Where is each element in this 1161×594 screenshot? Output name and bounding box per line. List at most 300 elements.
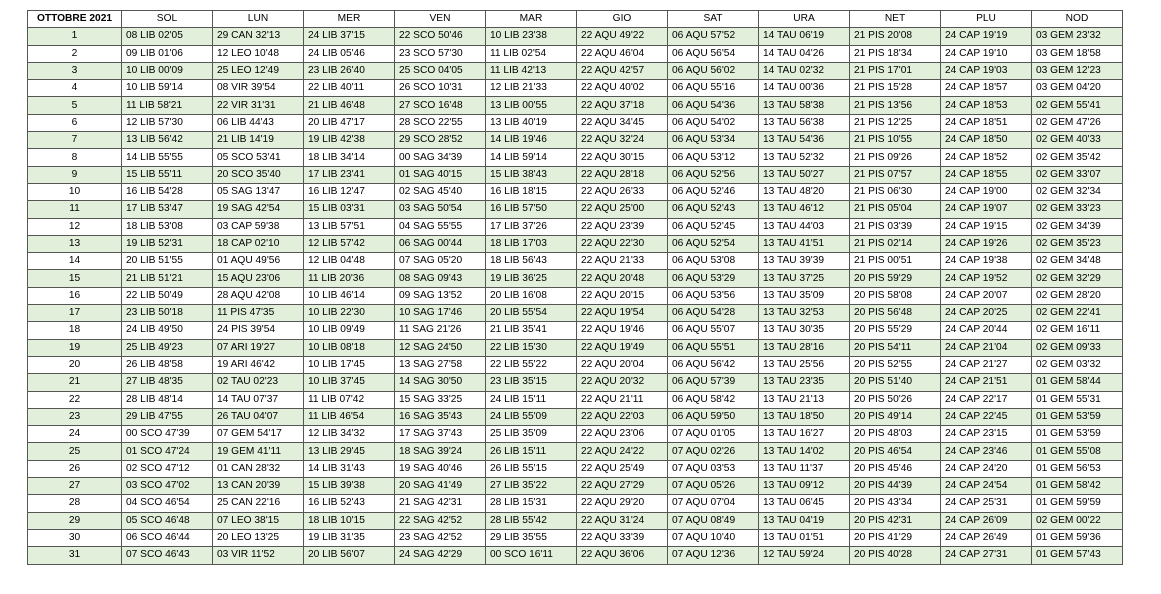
position-cell: 26 SCO 10'31 — [395, 80, 486, 97]
position-cell: 13 LIB 00'55 — [486, 97, 577, 114]
position-cell: 24 LIB 05'46 — [304, 45, 395, 62]
position-cell: 24 CAP 22'17 — [941, 391, 1032, 408]
day-cell: 11 — [28, 201, 122, 218]
position-cell: 03 GEM 18'58 — [1032, 45, 1123, 62]
position-cell: 08 SAG 09'43 — [395, 270, 486, 287]
position-cell: 13 TAU 01'51 — [759, 529, 850, 546]
position-cell: 06 LIB 44'43 — [213, 114, 304, 131]
position-cell: 02 SCO 47'12 — [122, 460, 213, 477]
position-cell: 03 GEM 12'23 — [1032, 62, 1123, 79]
day-cell: 23 — [28, 408, 122, 425]
position-cell: 14 LIB 31'43 — [304, 460, 395, 477]
position-cell: 13 TAU 21'13 — [759, 391, 850, 408]
position-cell: 23 LIB 50'18 — [122, 305, 213, 322]
position-cell: 21 PIS 20'08 — [850, 28, 941, 45]
position-cell: 21 PIS 05'04 — [850, 201, 941, 218]
position-cell: 15 LIB 55'11 — [122, 166, 213, 183]
position-cell: 07 LEO 38'15 — [213, 512, 304, 529]
position-cell: 27 SCO 16'48 — [395, 97, 486, 114]
position-cell: 24 CAP 27'31 — [941, 547, 1032, 564]
position-cell: 14 TAU 04'26 — [759, 45, 850, 62]
position-cell: 07 GEM 54'17 — [213, 426, 304, 443]
position-cell: 06 AQU 55'07 — [668, 322, 759, 339]
position-cell: 18 SAG 39'24 — [395, 443, 486, 460]
position-cell: 06 AQU 56'54 — [668, 45, 759, 62]
position-cell: 02 GEM 28'20 — [1032, 287, 1123, 304]
position-cell: 06 AQU 56'02 — [668, 62, 759, 79]
day-cell: 2 — [28, 45, 122, 62]
position-cell: 01 CAN 28'32 — [213, 460, 304, 477]
position-cell: 25 LEO 12'49 — [213, 62, 304, 79]
position-cell: 20 PIS 52'55 — [850, 356, 941, 373]
position-cell: 01 GEM 55'08 — [1032, 443, 1123, 460]
position-cell: 13 LIB 56'42 — [122, 132, 213, 149]
column-header-net: NET — [850, 11, 941, 28]
column-header-nod: NOD — [1032, 11, 1123, 28]
position-cell: 20 PIS 56'48 — [850, 305, 941, 322]
position-cell: 06 AQU 55'16 — [668, 80, 759, 97]
position-cell: 22 AQU 28'18 — [577, 166, 668, 183]
position-cell: 25 SCO 04'05 — [395, 62, 486, 79]
position-cell: 14 LIB 19'46 — [486, 132, 577, 149]
position-cell: 01 SCO 47'24 — [122, 443, 213, 460]
position-cell: 20 PIS 43'34 — [850, 495, 941, 512]
position-cell: 02 GEM 00'22 — [1032, 512, 1123, 529]
position-cell: 09 SAG 13'52 — [395, 287, 486, 304]
position-cell: 19 LIB 36'25 — [486, 270, 577, 287]
position-cell: 16 LIB 18'15 — [486, 183, 577, 200]
position-cell: 20 PIS 41'29 — [850, 529, 941, 546]
position-cell: 10 LIB 59'14 — [122, 80, 213, 97]
table-row — [28, 408, 1123, 425]
position-cell: 24 CAP 24'54 — [941, 478, 1032, 495]
position-cell: 15 LIB 39'38 — [304, 478, 395, 495]
position-cell: 25 LIB 49'23 — [122, 339, 213, 356]
position-cell: 02 GEM 34'48 — [1032, 253, 1123, 270]
position-cell: 06 AQU 52'54 — [668, 235, 759, 252]
position-cell: 16 LIB 57'50 — [486, 201, 577, 218]
position-cell: 24 CAP 18'52 — [941, 149, 1032, 166]
position-cell: 24 CAP 26'09 — [941, 512, 1032, 529]
table-row — [28, 166, 1123, 183]
position-cell: 07 AQU 03'53 — [668, 460, 759, 477]
position-cell: 02 GEM 22'41 — [1032, 305, 1123, 322]
table-row — [28, 339, 1123, 356]
table-row — [28, 149, 1123, 166]
position-cell: 16 LIB 52'43 — [304, 495, 395, 512]
table-row — [28, 356, 1123, 373]
position-cell: 21 PIS 10'55 — [850, 132, 941, 149]
position-cell: 13 TAU 11'37 — [759, 460, 850, 477]
position-cell: 25 LIB 35'09 — [486, 426, 577, 443]
position-cell: 29 SCO 28'52 — [395, 132, 486, 149]
position-cell: 24 CAP 24'20 — [941, 460, 1032, 477]
position-cell: 22 AQU 22'30 — [577, 235, 668, 252]
position-cell: 22 SAG 42'52 — [395, 512, 486, 529]
position-cell: 22 SCO 50'46 — [395, 28, 486, 45]
day-cell: 31 — [28, 547, 122, 564]
position-cell: 02 GEM 03'32 — [1032, 356, 1123, 373]
position-cell: 03 SCO 47'02 — [122, 478, 213, 495]
position-cell: 00 SCO 47'39 — [122, 426, 213, 443]
position-cell: 16 LIB 54'28 — [122, 183, 213, 200]
position-cell: 07 SCO 46'43 — [122, 547, 213, 564]
position-cell: 22 AQU 20'32 — [577, 374, 668, 391]
day-cell: 17 — [28, 305, 122, 322]
position-cell: 17 LIB 23'41 — [304, 166, 395, 183]
position-cell: 24 CAP 19'07 — [941, 201, 1032, 218]
position-cell: 24 CAP 22'45 — [941, 408, 1032, 425]
column-header-mar: MAR — [486, 11, 577, 28]
position-cell: 22 AQU 29'20 — [577, 495, 668, 512]
position-cell: 21 PIS 07'57 — [850, 166, 941, 183]
position-cell: 01 GEM 58'42 — [1032, 478, 1123, 495]
position-cell: 06 AQU 55'51 — [668, 339, 759, 356]
position-cell: 12 LIB 57'42 — [304, 235, 395, 252]
position-cell: 03 CAP 59'38 — [213, 218, 304, 235]
table-row — [28, 374, 1123, 391]
position-cell: 24 SAG 42'29 — [395, 547, 486, 564]
position-cell: 12 TAU 59'24 — [759, 547, 850, 564]
position-cell: 03 GEM 04'20 — [1032, 80, 1123, 97]
position-cell: 04 SCO 46'54 — [122, 495, 213, 512]
position-cell: 17 SAG 37'43 — [395, 426, 486, 443]
table-row — [28, 253, 1123, 270]
position-cell: 13 TAU 44'03 — [759, 218, 850, 235]
position-cell: 22 AQU 25'00 — [577, 201, 668, 218]
position-cell: 21 PIS 00'51 — [850, 253, 941, 270]
position-cell: 18 CAP 02'10 — [213, 235, 304, 252]
position-cell: 02 GEM 40'33 — [1032, 132, 1123, 149]
position-cell: 22 AQU 34'45 — [577, 114, 668, 131]
position-cell: 22 AQU 22'03 — [577, 408, 668, 425]
column-header-sol: SOL — [122, 11, 213, 28]
position-cell: 03 GEM 23'32 — [1032, 28, 1123, 45]
position-cell: 19 ARI 46'42 — [213, 356, 304, 373]
position-cell: 22 AQU 30'15 — [577, 149, 668, 166]
position-cell: 22 AQU 20'04 — [577, 356, 668, 373]
position-cell: 01 SAG 40'15 — [395, 166, 486, 183]
position-cell: 14 LIB 59'14 — [486, 149, 577, 166]
position-cell: 23 LIB 35'15 — [486, 374, 577, 391]
position-cell: 22 AQU 21'33 — [577, 253, 668, 270]
position-cell: 10 LIB 08'18 — [304, 339, 395, 356]
day-cell: 21 — [28, 374, 122, 391]
position-cell: 24 CAP 26'49 — [941, 529, 1032, 546]
day-cell: 18 — [28, 322, 122, 339]
position-cell: 27 LIB 48'35 — [122, 374, 213, 391]
position-cell: 24 CAP 19'15 — [941, 218, 1032, 235]
position-cell: 13 TAU 37'25 — [759, 270, 850, 287]
position-cell: 06 AQU 57'52 — [668, 28, 759, 45]
position-cell: 24 CAP 21'04 — [941, 339, 1032, 356]
position-cell: 13 TAU 39'39 — [759, 253, 850, 270]
position-cell: 24 CAP 20'07 — [941, 287, 1032, 304]
position-cell: 14 TAU 00'36 — [759, 80, 850, 97]
position-cell: 21 PIS 02'14 — [850, 235, 941, 252]
position-cell: 13 TAU 52'32 — [759, 149, 850, 166]
position-cell: 24 CAP 20'25 — [941, 305, 1032, 322]
position-cell: 13 CAN 20'39 — [213, 478, 304, 495]
table-row — [28, 512, 1123, 529]
position-cell: 02 GEM 34'39 — [1032, 218, 1123, 235]
position-cell: 06 AQU 57'39 — [668, 374, 759, 391]
position-cell: 24 CAP 19'52 — [941, 270, 1032, 287]
position-cell: 24 CAP 20'44 — [941, 322, 1032, 339]
position-cell: 10 SAG 17'46 — [395, 305, 486, 322]
position-cell: 15 LIB 38'43 — [486, 166, 577, 183]
position-cell: 07 AQU 07'04 — [668, 495, 759, 512]
position-cell: 22 AQU 36'06 — [577, 547, 668, 564]
position-cell: 22 AQU 19'49 — [577, 339, 668, 356]
position-cell: 11 PIS 47'35 — [213, 305, 304, 322]
position-cell: 22 AQU 42'57 — [577, 62, 668, 79]
position-cell: 20 PIS 42'31 — [850, 512, 941, 529]
position-cell: 22 LIB 50'49 — [122, 287, 213, 304]
position-cell: 13 TAU 28'16 — [759, 339, 850, 356]
position-cell: 02 GEM 55'41 — [1032, 97, 1123, 114]
position-cell: 12 LEO 10'48 — [213, 45, 304, 62]
column-header-gio: GIO — [577, 11, 668, 28]
table-row — [28, 201, 1123, 218]
position-cell: 17 LIB 37'26 — [486, 218, 577, 235]
position-cell: 13 SAG 27'58 — [395, 356, 486, 373]
table-row — [28, 218, 1123, 235]
day-cell: 16 — [28, 287, 122, 304]
position-cell: 24 CAP 23'46 — [941, 443, 1032, 460]
position-cell: 21 PIS 15'28 — [850, 80, 941, 97]
position-cell: 13 TAU 32'53 — [759, 305, 850, 322]
position-cell: 20 PIS 50'26 — [850, 391, 941, 408]
position-cell: 07 AQU 02'26 — [668, 443, 759, 460]
column-header-lun: LUN — [213, 11, 304, 28]
day-cell: 25 — [28, 443, 122, 460]
position-cell: 24 CAP 19'10 — [941, 45, 1032, 62]
position-cell: 00 SAG 34'39 — [395, 149, 486, 166]
position-cell: 18 LIB 10'15 — [304, 512, 395, 529]
position-cell: 10 LIB 09'49 — [304, 322, 395, 339]
day-cell: 28 — [28, 495, 122, 512]
position-cell: 13 TAU 06'45 — [759, 495, 850, 512]
position-cell: 13 TAU 58'38 — [759, 97, 850, 114]
position-cell: 02 GEM 16'11 — [1032, 322, 1123, 339]
position-cell: 19 SAG 42'54 — [213, 201, 304, 218]
table-row — [28, 97, 1123, 114]
position-cell: 06 AQU 53'08 — [668, 253, 759, 270]
position-cell: 29 LIB 35'55 — [486, 529, 577, 546]
position-cell: 02 GEM 33'07 — [1032, 166, 1123, 183]
position-cell: 15 LIB 03'31 — [304, 201, 395, 218]
position-cell: 03 SAG 50'54 — [395, 201, 486, 218]
table-row — [28, 183, 1123, 200]
position-cell: 07 AQU 01'05 — [668, 426, 759, 443]
table-row — [28, 235, 1123, 252]
position-cell: 20 LEO 13'25 — [213, 529, 304, 546]
position-cell: 13 TAU 41'51 — [759, 235, 850, 252]
position-cell: 13 LIB 57'51 — [304, 218, 395, 235]
position-cell: 20 PIS 49'14 — [850, 408, 941, 425]
position-cell: 02 GEM 35'23 — [1032, 235, 1123, 252]
position-cell: 22 AQU 37'18 — [577, 97, 668, 114]
table-row — [28, 391, 1123, 408]
position-cell: 22 AQU 24'22 — [577, 443, 668, 460]
position-cell: 19 LIB 52'31 — [122, 235, 213, 252]
position-cell: 12 LIB 21'33 — [486, 80, 577, 97]
position-cell: 22 AQU 21'11 — [577, 391, 668, 408]
position-cell: 20 PIS 55'29 — [850, 322, 941, 339]
position-cell: 06 SCO 46'44 — [122, 529, 213, 546]
position-cell: 13 TAU 30'35 — [759, 322, 850, 339]
day-cell: 3 — [28, 62, 122, 79]
position-cell: 24 LIB 49'50 — [122, 322, 213, 339]
position-cell: 24 CAP 19'26 — [941, 235, 1032, 252]
position-cell: 19 LIB 42'38 — [304, 132, 395, 149]
position-cell: 21 LIB 35'41 — [486, 322, 577, 339]
position-cell: 26 LIB 48'58 — [122, 356, 213, 373]
position-cell: 26 LIB 15'11 — [486, 443, 577, 460]
table-row — [28, 132, 1123, 149]
position-cell: 19 GEM 41'11 — [213, 443, 304, 460]
position-cell: 20 PIS 48'03 — [850, 426, 941, 443]
position-cell: 13 TAU 23'35 — [759, 374, 850, 391]
position-cell: 22 AQU 32'24 — [577, 132, 668, 149]
day-cell: 8 — [28, 149, 122, 166]
position-cell: 14 TAU 07'37 — [213, 391, 304, 408]
position-cell: 13 TAU 56'38 — [759, 114, 850, 131]
day-cell: 27 — [28, 478, 122, 495]
position-cell: 26 TAU 04'07 — [213, 408, 304, 425]
position-cell: 24 LIB 55'09 — [486, 408, 577, 425]
position-cell: 02 GEM 47'26 — [1032, 114, 1123, 131]
table-row — [28, 305, 1123, 322]
position-cell: 22 AQU 26'33 — [577, 183, 668, 200]
day-cell: 29 — [28, 512, 122, 529]
day-cell: 24 — [28, 426, 122, 443]
day-cell: 19 — [28, 339, 122, 356]
position-cell: 28 SCO 22'55 — [395, 114, 486, 131]
position-cell: 20 PIS 40'28 — [850, 547, 941, 564]
position-cell: 21 PIS 18'34 — [850, 45, 941, 62]
position-cell: 11 LIB 20'36 — [304, 270, 395, 287]
position-cell: 07 AQU 12'36 — [668, 547, 759, 564]
position-cell: 07 AQU 05'26 — [668, 478, 759, 495]
day-cell: 13 — [28, 235, 122, 252]
position-cell: 06 AQU 54'28 — [668, 305, 759, 322]
position-cell: 22 AQU 25'49 — [577, 460, 668, 477]
position-cell: 21 PIS 06'30 — [850, 183, 941, 200]
day-cell: 12 — [28, 218, 122, 235]
position-cell: 07 SAG 05'20 — [395, 253, 486, 270]
position-cell: 21 PIS 13'56 — [850, 97, 941, 114]
position-cell: 10 LIB 46'14 — [304, 287, 395, 304]
position-cell: 25 CAN 22'16 — [213, 495, 304, 512]
position-cell: 01 GEM 58'44 — [1032, 374, 1123, 391]
position-cell: 16 SAG 35'43 — [395, 408, 486, 425]
position-cell: 10 LIB 00'09 — [122, 62, 213, 79]
position-cell: 06 AQU 53'34 — [668, 132, 759, 149]
position-cell: 03 VIR 11'52 — [213, 547, 304, 564]
table-row — [28, 45, 1123, 62]
position-cell: 00 SCO 16'11 — [486, 547, 577, 564]
position-cell: 22 AQU 23'06 — [577, 426, 668, 443]
position-cell: 22 AQU 46'04 — [577, 45, 668, 62]
position-cell: 02 GEM 09'33 — [1032, 339, 1123, 356]
position-cell: 06 AQU 54'02 — [668, 114, 759, 131]
table-row — [28, 443, 1123, 460]
table-row — [28, 80, 1123, 97]
position-cell: 20 PIS 51'40 — [850, 374, 941, 391]
position-cell: 20 LIB 55'54 — [486, 305, 577, 322]
position-cell: 15 SAG 33'25 — [395, 391, 486, 408]
position-cell: 23 SAG 42'52 — [395, 529, 486, 546]
position-cell: 13 TAU 25'56 — [759, 356, 850, 373]
month-header: OTTOBRE 2021 — [28, 11, 122, 28]
position-cell: 22 AQU 49'22 — [577, 28, 668, 45]
position-cell: 12 LIB 04'48 — [304, 253, 395, 270]
position-cell: 02 GEM 32'29 — [1032, 270, 1123, 287]
position-cell: 11 LIB 02'54 — [486, 45, 577, 62]
position-cell: 22 VIR 31'31 — [213, 97, 304, 114]
column-header-ven: VEN — [395, 11, 486, 28]
ephemeris-sheet — [27, 10, 1123, 565]
position-cell: 22 AQU 40'02 — [577, 80, 668, 97]
position-cell: 14 LIB 55'55 — [122, 149, 213, 166]
position-cell: 01 GEM 56'53 — [1032, 460, 1123, 477]
table-row — [28, 460, 1123, 477]
position-cell: 22 AQU 23'39 — [577, 218, 668, 235]
position-cell: 01 GEM 53'59 — [1032, 408, 1123, 425]
day-cell: 1 — [28, 28, 122, 45]
position-cell: 18 LIB 56'43 — [486, 253, 577, 270]
day-cell: 22 — [28, 391, 122, 408]
position-cell: 20 PIS 45'46 — [850, 460, 941, 477]
position-cell: 24 LIB 37'15 — [304, 28, 395, 45]
column-header-sat: SAT — [668, 11, 759, 28]
position-cell: 13 TAU 54'36 — [759, 132, 850, 149]
position-cell: 20 LIB 16'08 — [486, 287, 577, 304]
position-cell: 02 GEM 35'42 — [1032, 149, 1123, 166]
position-cell: 13 TAU 18'50 — [759, 408, 850, 425]
position-cell: 22 AQU 19'46 — [577, 322, 668, 339]
position-cell: 01 GEM 55'31 — [1032, 391, 1123, 408]
position-cell: 20 LIB 47'17 — [304, 114, 395, 131]
position-cell: 06 AQU 52'43 — [668, 201, 759, 218]
day-cell: 15 — [28, 270, 122, 287]
position-cell: 13 TAU 46'12 — [759, 201, 850, 218]
position-cell: 15 AQU 23'06 — [213, 270, 304, 287]
position-cell: 21 PIS 17'01 — [850, 62, 941, 79]
position-cell: 24 CAP 18'57 — [941, 80, 1032, 97]
position-cell: 06 AQU 59'50 — [668, 408, 759, 425]
position-cell: 06 AQU 52'46 — [668, 183, 759, 200]
position-cell: 21 SAG 42'31 — [395, 495, 486, 512]
position-cell: 13 LIB 40'19 — [486, 114, 577, 131]
position-cell: 22 AQU 20'15 — [577, 287, 668, 304]
position-cell: 20 PIS 58'08 — [850, 287, 941, 304]
position-cell: 13 TAU 48'20 — [759, 183, 850, 200]
day-cell: 4 — [28, 80, 122, 97]
position-cell: 24 CAP 23'15 — [941, 426, 1032, 443]
position-cell: 06 AQU 54'36 — [668, 97, 759, 114]
table-row — [28, 426, 1123, 443]
position-cell: 24 CAP 21'51 — [941, 374, 1032, 391]
position-cell: 20 LIB 56'07 — [304, 547, 395, 564]
position-cell: 11 LIB 46'54 — [304, 408, 395, 425]
position-cell: 21 LIB 14'19 — [213, 132, 304, 149]
table-row — [28, 478, 1123, 495]
position-cell: 17 LIB 53'47 — [122, 201, 213, 218]
position-cell: 01 GEM 57'43 — [1032, 547, 1123, 564]
